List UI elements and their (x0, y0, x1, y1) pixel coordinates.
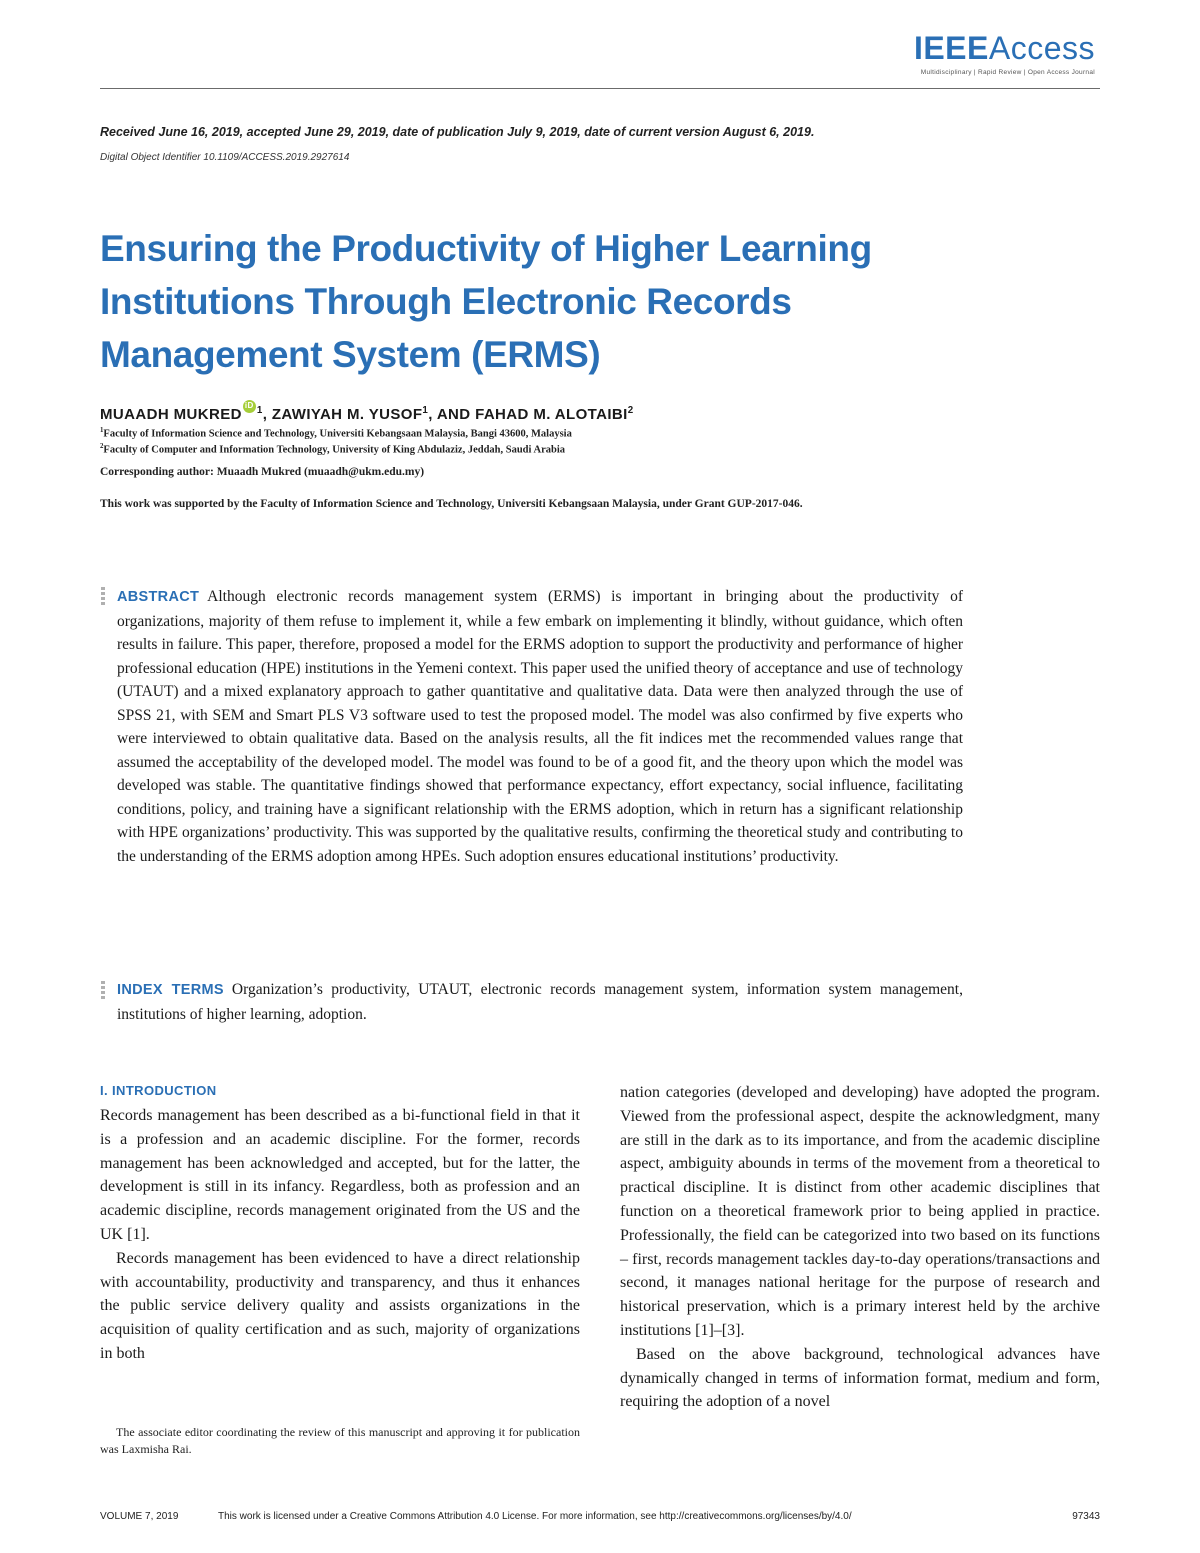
left-column (100, 1104, 580, 1366)
abstract-marker-icon (101, 587, 106, 609)
footer-license[interactable]: This work is licensed under a Creative Commons Attribution 4.0 License. For more information, see http://creativecommons.org/licenses/by/4.0/ (218, 1511, 852, 1522)
footer-volume: VOLUME 7, 2019 (100, 1511, 179, 1522)
right-paragraph-2: Based on the above background, technological advances have dynamically changed in terms of information format, medium and form, requiring the adoption of a novel (620, 1345, 1100, 1411)
logo-wordmark (875, 30, 1095, 66)
author-2: , ZAWIYAH M. YUSOF (262, 406, 423, 423)
author-3: , AND FAHAD M. ALOTAIBI (428, 406, 628, 423)
abstract-label: ABSTRACT (117, 589, 200, 605)
author-1-affil: 1 (256, 405, 263, 416)
abstract (117, 585, 963, 868)
paper-title: Ensuring the Productivity of Higher Learning Institutions Through Electronic Records Management System (ERMS) (100, 228, 872, 375)
section-heading: I. INTRODUCTION (100, 1083, 217, 1098)
author-list (100, 400, 1100, 423)
affiliation-1-mark: 1 (100, 427, 104, 434)
right-column (620, 1081, 1100, 1414)
funding-statement: This work was supported by the Faculty of Information Science and Technology, Universiti Kebangsaan Malaysia, under Grant GUP-2017-046. (100, 498, 803, 510)
index-terms-text: Organization’s productivity, UTAUT, electronic records management system, information system management, institutions of higher learning, adoption. (117, 981, 963, 1023)
author-2-affil: 1 (422, 405, 429, 416)
abstract-text: Although electronic records management system (ERMS) is important in bringing about the productivity of organizations, majority of them refuse to implement it, while a few embark on implementing it blindly, without guidance, which often results in failure. This paper, therefore, proposed a model for the ERMS adoption to support the productivity and performance of higher professional education (HPE) institutions in the Yemeni context. This paper used the unified theory of acceptance and use of technology (UTAUT) and a mixed explanatory approach to gather quantitative and qualitative data. Data were then analyzed through the use of SPSS 21, with SEM and Smart PLS V3 software used to test the proposed model. The model was also confirmed by five experts who were interviewed to obtain qualitative data. Based on the analysis results, all the fit indices met the recommended values range that assumed the acceptability of the developed model. The model was found to be of a good fit, and the theory upon which the model was developed was stable. The quantitative findings showed that performance expectancy, effort expectancy, social influence, facilitating conditions, policy, and training have a significant relationship with the ERMS adoption, which in return has a significant relationship with HPE organizations’ productivity. This was supported by the qualitative results, confirming the theoretical study and contributing to the understanding of the ERMS adoption among HPEs. Such adoption ensures educational institutions’ productivity. (117, 588, 963, 865)
header-rule (100, 88, 1100, 89)
affiliation-2-mark: 2 (100, 443, 104, 450)
right-paragraph-1: nation categories (developed and developing) have adopted the program. Viewed from the professional aspect, despite the acknowledgment, many are still in the dark as to its importance, and from the academic discipline aspect, ambiguity abounds in terms of the movement from a theoretical to practical discipline. It is distinct from other academic disciplines that function on a theoretical framework prior to being applied in practice. Professionally, the field can be categorized into two based on its functions – first, records management tackles day-to-day operations/transactions and second, it manages national heritage for the purpose of research and historical preservation, which is a primary interest held by the archive institutions [1]–[3]. (620, 1084, 1100, 1339)
index-terms-label: INDEX TERMS (117, 982, 224, 998)
left-paragraph-1: Records management has been described as a bi-functional field in that it is a profession and an academic discipline. For the former, records management has been acknowledged and accepted, but for the latter, the development is still in its infancy. Regardless, both as profession and an academic discipline, records management originated from the US and the UK [1]. (100, 1107, 580, 1243)
orcid-icon[interactable] (243, 400, 256, 413)
logo-tagline: Multidisciplinary | Rapid Review | Open Access Journal (920, 69, 1095, 76)
affiliation-1 (100, 427, 572, 440)
editor-footnote: The associate editor coordinating the review of this manuscript and approving it for publication was Laxmisha Rai. (100, 1425, 580, 1456)
doi: Digital Object Identifier 10.1109/ACCESS.2019.2927614 (100, 152, 350, 163)
affiliation-2-text: Faculty of Computer and Information Technology, University of King Abdulaziz, Jeddah, Saudi Arabia (103, 444, 565, 456)
left-paragraph-2: Records management has been evidenced to have a direct relationship with accountability, productivity and transparency, and thus it enhances the public service delivery quality and assists organizations in the acquisition of quality certification and as such, majority of organizations in both (100, 1249, 580, 1362)
logo-access: Access (988, 30, 1095, 66)
author-3-affil: 2 (627, 405, 634, 416)
footer-page-number: 97343 (1072, 1511, 1100, 1522)
index-terms (117, 978, 963, 1026)
logo-ieee: IEEE (913, 30, 989, 66)
journal-logo (875, 30, 1095, 86)
affiliation-1-text: Faculty of Information Science and Technology, Universiti Kebangsaan Malaysia, Bangi 43600, Malaysia (103, 428, 572, 440)
author-1: MUAADH MUKRED (100, 406, 242, 423)
affiliation-2 (100, 443, 565, 456)
corresponding-author: Corresponding author: Muaadh Mukred (muaadh@ukm.edu.my) (100, 466, 425, 478)
received-dates: Received June 16, 2019, accepted June 29, 2019, date of publication July 9, 2019, date of current version August 6, 2019. (100, 125, 815, 139)
index-terms-marker-icon (101, 981, 106, 1003)
